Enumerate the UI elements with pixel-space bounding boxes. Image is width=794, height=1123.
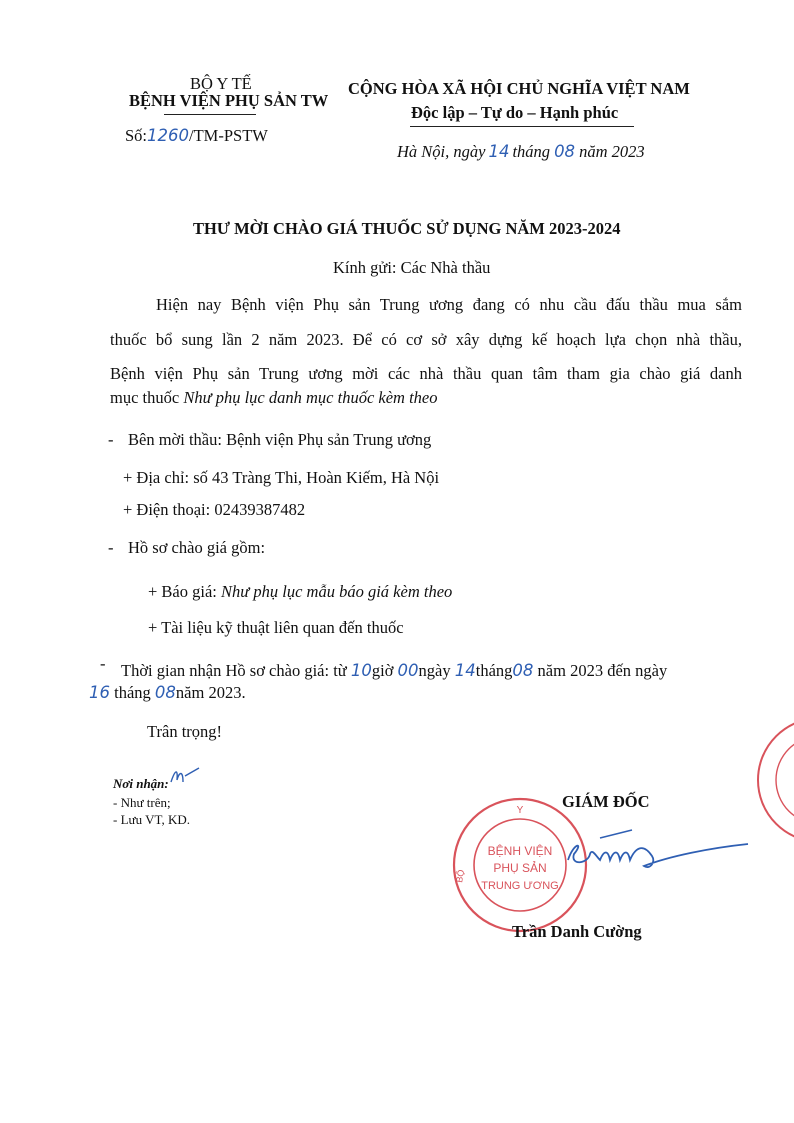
timing-line-1 [121,661,667,681]
seal-line-3: TRUNG ƯƠNG [481,880,559,892]
dossier-label: Hồ sơ chào giá gồm: [128,538,266,557]
intro-line-4-italic: Như phụ lục danh mục thuốc kèm theo [183,388,438,407]
timing-end-month: 08 [154,683,176,702]
timing-text-2: giờ [371,661,394,680]
partial-seal-edge [750,705,794,855]
director-signature [560,820,755,890]
timing-line-2 [89,683,246,703]
seal-line-1: BỆNH VIỆN [487,844,553,858]
intro-line-3: Bệnh viện Phụ sản Trung ương mời các nhà thầu quan tâm tham gia chào giá danh [110,364,742,383]
timing-month: 08 [512,661,534,680]
header-left-underline [164,114,256,115]
ministry-name: BỘ Y TẾ [190,74,252,93]
date-prefix: Hà Nội, ngày [397,142,486,161]
inviter-address: + Địa chỉ: số 43 Tràng Thi, Hoàn Kiếm, Hà Nội [123,468,440,487]
intro-line-4 [110,388,437,408]
intro-line-2: thuốc bổ sung lần 2 năm 2023. Để có cơ sở xây dựng kế hoạch lựa chọn nhà thầu, [110,330,742,349]
timing-day: 14 [454,661,476,680]
timing-text-4: tháng [475,661,513,680]
timing-hour: 10 [350,661,372,680]
document-number [125,126,268,146]
timing-text-1: Thời gian nhận Hồ sơ chào giá: từ [121,661,347,680]
intro-line-4-normal: mục thuốc [110,388,180,407]
timing-text-6: tháng [114,683,151,702]
dossier-technical: + Tài liệu kỹ thuật liên quan đến thuốc [148,618,404,637]
recipients-label: Nơi nhận: [113,776,169,791]
initials-mark [165,764,205,790]
number-prefix: Số: [125,126,148,145]
hospital-name: BỆNH VIỆN PHỤ SẢN TW [129,91,329,110]
motto-underline [410,126,634,127]
director-title: GIÁM ĐỐC [562,792,650,811]
national-motto: Độc lập – Tự do – Hạnh phúc [411,103,619,122]
dossier-quote [148,582,452,602]
document-title: THƯ MỜI CHÀO GIÁ THUỐC SỬ DỤNG NĂM 2023-2024 [193,219,621,238]
closing: Trân trọng! [147,722,223,741]
inviter-phone: + Điện thoại: 02439387482 [123,500,306,519]
recipient-1: - Như trên; [113,795,171,810]
timing-text-3: ngày [418,661,451,680]
recipient-2: - Lưu VT, KD. [113,812,190,827]
date-day: 14 [488,142,510,161]
seal-left-text: BỘ [454,868,467,884]
director-name: Trần Danh Cường [512,922,642,941]
timing-text-5: năm 2023 đến ngày [537,661,668,680]
inviter-label: Bên mời thầu: Bệnh viện Phụ sản Trung ương [128,430,432,449]
date-year: năm 2023 [579,142,645,161]
number-suffix: /TM-PSTW [189,126,268,145]
country-name: CỘNG HÒA XÃ HỘI CHỦ NGHĨA VIỆT NAM [348,79,690,98]
issue-date [397,142,645,162]
timing-dash: - [100,654,106,673]
seal-top-text: Y [516,805,524,816]
inviter-dash: - [108,430,114,449]
number-handwritten: 1260 [147,126,190,145]
timing-end-day: 16 [89,683,110,702]
timing-minute: 00 [397,661,419,680]
greeting: Kính gửi: Các Nhà thầu [333,258,491,277]
quote-italic: Như phụ lục mẫu báo giá kèm theo [221,582,453,601]
seal-line-2: PHỤ SẢN [493,861,547,875]
date-month: 08 [554,142,576,161]
timing-text-7: năm 2023. [175,683,246,702]
date-month-label: tháng [512,142,551,161]
dossier-dash: - [108,538,114,557]
intro-line-1: Hiện nay Bệnh viện Phụ sản Trung ương đang có nhu cầu đấu thầu mua sắm [156,295,742,314]
quote-prefix: + Báo giá: [148,582,217,601]
